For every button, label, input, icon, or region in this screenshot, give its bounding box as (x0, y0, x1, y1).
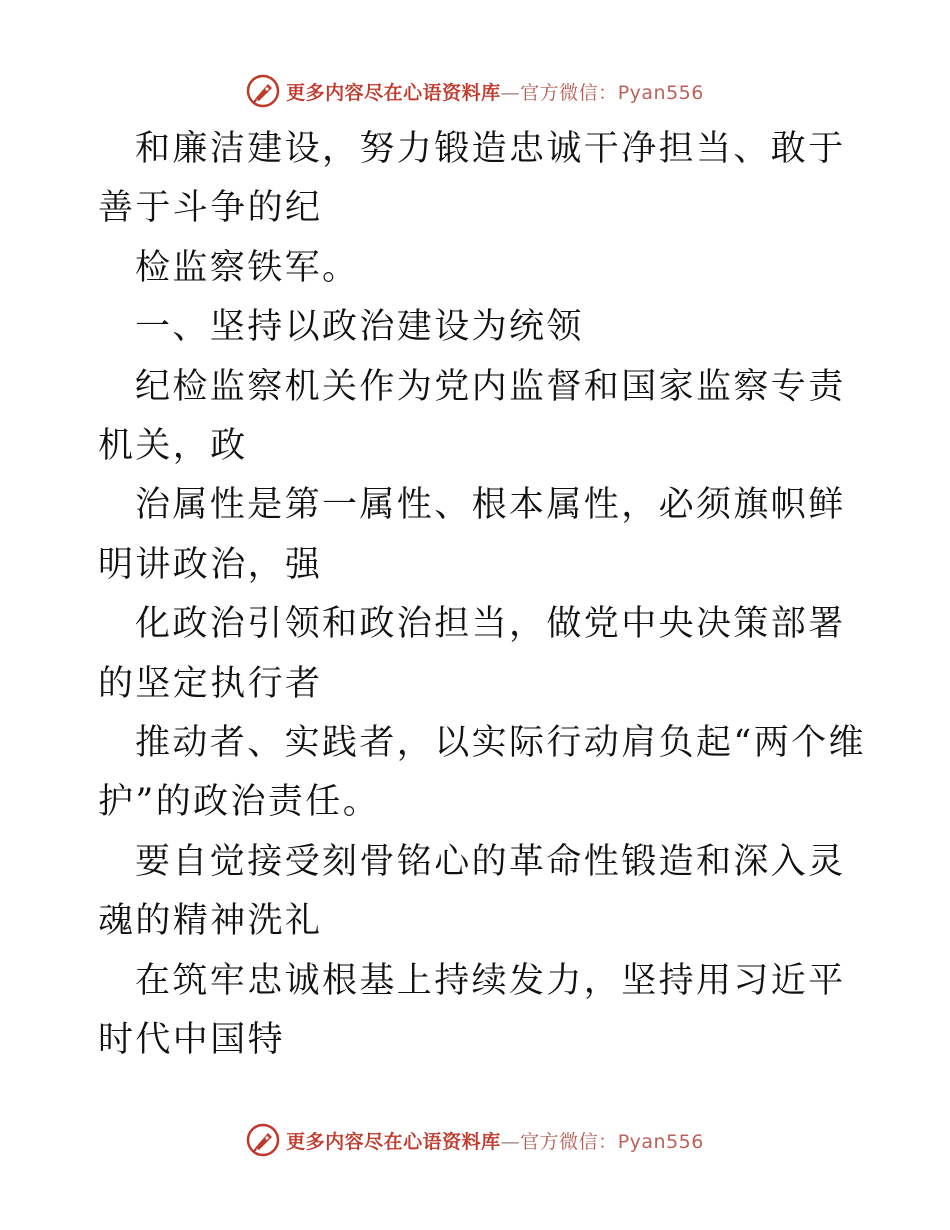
document-body (98, 120, 868, 1071)
paragraph: 推动者、实践者，以实际行动肩负起“两个维护”的政治责任。 (98, 723, 866, 823)
header-watermark (0, 71, 950, 111)
section-heading: 一、坚持以政治建设为统领 (135, 307, 584, 348)
watermark-separator: — (500, 1130, 521, 1153)
paragraph: 检监察铁军。 (135, 247, 360, 288)
watermark-contact-id: Pyan556 (617, 81, 704, 104)
paragraph: 和廉洁建设，努力锻造忠诚干净担当、敢于善于斗争的纪 (98, 129, 846, 229)
watermark-contact-label: 官方微信： (520, 81, 618, 104)
watermark-contact-label: 官方微信： (520, 1130, 618, 1153)
paragraph: 治属性是第一属性、根本属性，必须旗帜鲜明讲政治，强 (98, 485, 846, 585)
fountain-pen-logo-icon (246, 1123, 280, 1157)
paragraph: 要自觉接受刻骨铭心的革命性锻造和深入灵魂的精神洗礼 (98, 841, 846, 942)
watermark-text (286, 1127, 704, 1154)
paragraph: 在筑牢忠诚根基上持续发力，坚持用习近平时代中国特 (98, 960, 846, 1061)
watermark-text (286, 78, 704, 105)
watermark-contact-id: Pyan556 (617, 1130, 704, 1153)
watermark-main: 更多内容尽在心语资料库 (286, 81, 501, 104)
footer-watermark (0, 1120, 950, 1160)
watermark-main: 更多内容尽在心语资料库 (286, 1130, 501, 1153)
paragraph: 纪检监察机关作为党内监督和国家监察专责机关，政 (98, 366, 846, 467)
paragraph: 化政治引领和政治担当，做党中央决策部署的坚定执行者 (98, 604, 846, 704)
fountain-pen-logo-icon (246, 74, 280, 108)
watermark-separator: — (500, 81, 521, 104)
